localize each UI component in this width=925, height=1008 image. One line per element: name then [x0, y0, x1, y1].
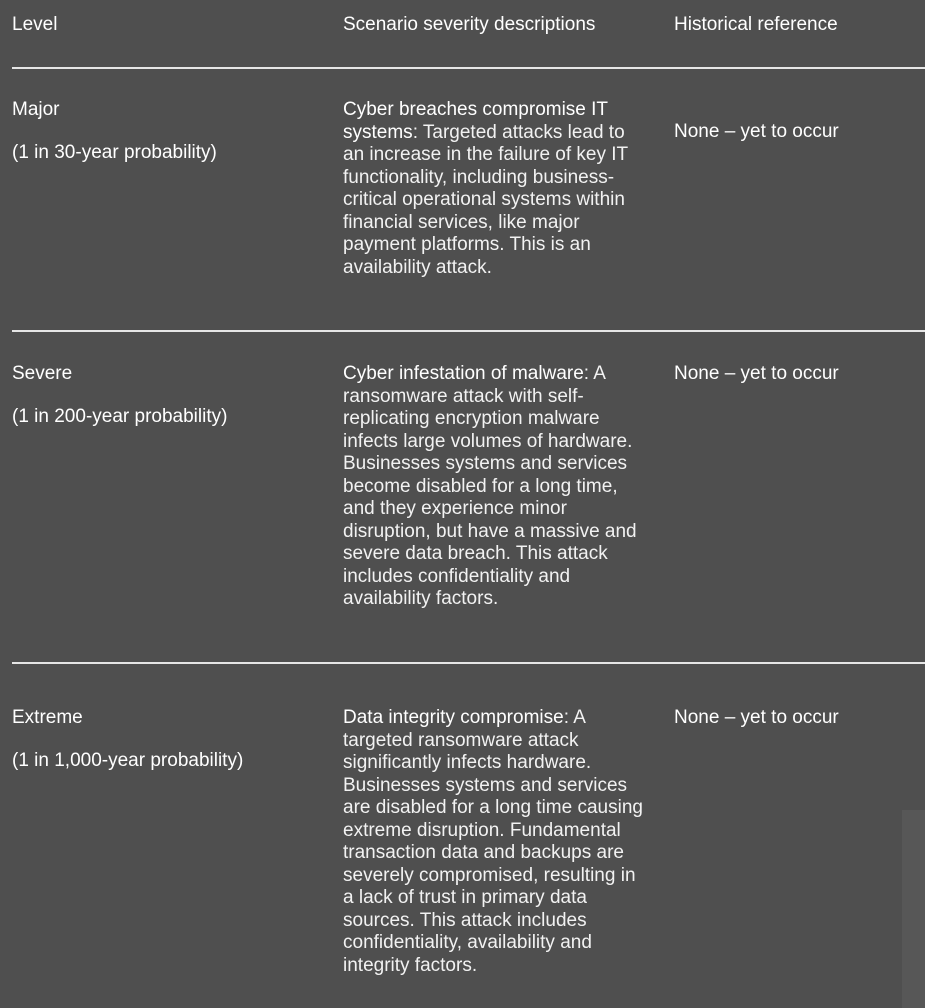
- level-cell: [12, 707, 322, 772]
- header-description: Scenario severity descriptions: [343, 14, 596, 35]
- scenario-title: Cyber breaches compromise IT systems: [343, 99, 608, 143]
- level-name: Severe: [12, 363, 73, 384]
- table-header-row: [0, 0, 925, 68]
- description-cell: [343, 707, 647, 977]
- level-probability: (1 in 30-year probability): [12, 141, 217, 163]
- scenario-title: Data integrity compromise: [343, 707, 564, 728]
- row-divider: [12, 662, 925, 664]
- header-reference: Historical reference: [674, 14, 838, 35]
- historical-reference: None – yet to occur: [674, 707, 839, 728]
- scenario-text: : Targeted attacks lead to an increase in the failure of key IT functionality, including business-critical operational systems within financial services, like major payment platforms. This is an availability attack.: [343, 121, 628, 278]
- reference-cell: [674, 707, 924, 730]
- header-level: Level: [12, 14, 58, 35]
- reference-cell: [674, 363, 924, 386]
- level-cell: [12, 99, 322, 164]
- description-cell: [343, 99, 643, 279]
- historical-reference: None – yet to occur: [674, 363, 839, 384]
- level-name: Major: [12, 99, 60, 120]
- scenario-text: : A ransomware attack with self-replicating encryption malware infects large volumes of hardware. Businesses systems and services become disabled for a long time, and they experience minor disruption, but have a massive and severe data breach. This attack includes confidentiality and availability factors.: [343, 363, 637, 609]
- scenario-text: : A targeted ransomware attack significantly infects hardware. Businesses systems and services are disabled for a long time causing extreme disruption. Fundamental transaction data and backups are severely compromised, resulting in a lack of trust in primary data sources. This attack includes confidentiality, availability and integrity factors.: [343, 707, 643, 976]
- level-cell: [12, 363, 322, 428]
- description-cell: [343, 363, 645, 611]
- level-probability: (1 in 1,000-year probability): [12, 749, 244, 771]
- historical-reference: None – yet to occur: [674, 121, 839, 142]
- level-name: Extreme: [12, 707, 83, 728]
- level-probability: (1 in 200-year probability): [12, 405, 228, 427]
- reference-cell: [674, 121, 924, 144]
- row-divider: [12, 330, 925, 332]
- background-panel: [902, 810, 925, 1008]
- scenario-title: Cyber infestation of malware: [343, 363, 584, 384]
- row-divider: [12, 67, 925, 69]
